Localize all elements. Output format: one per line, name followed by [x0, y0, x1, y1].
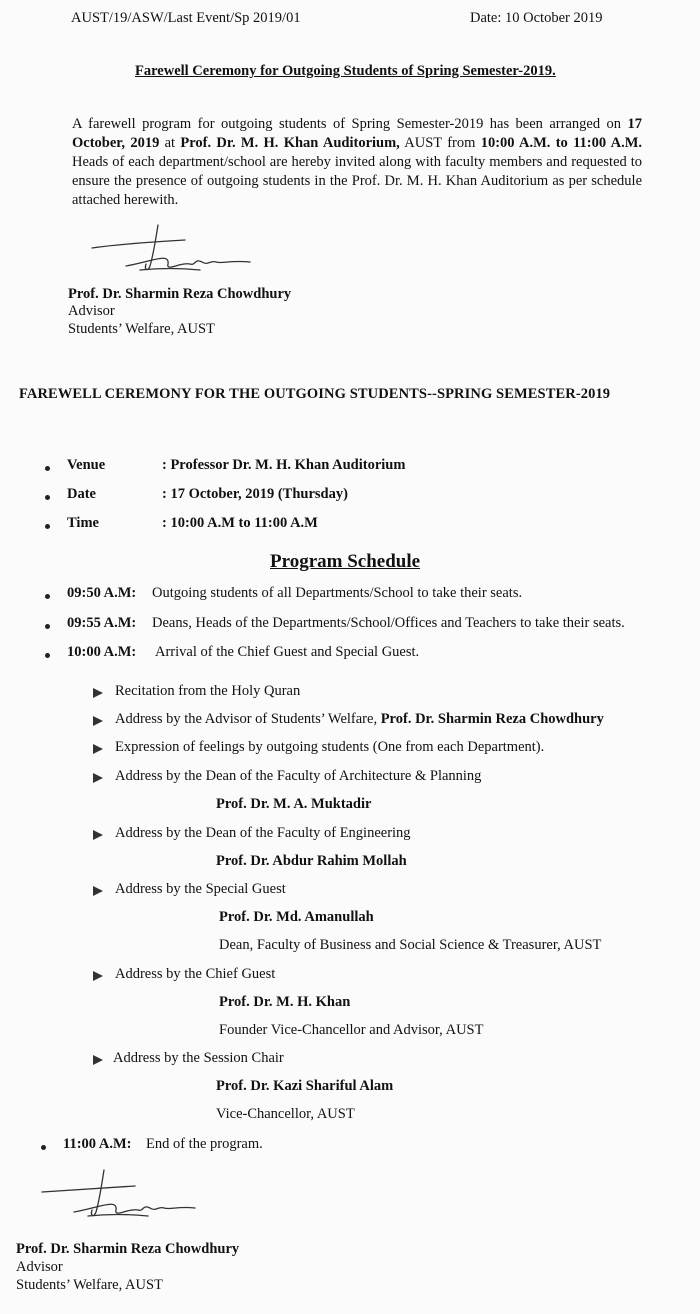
- speaker-role: Founder Vice-Chancellor and Advisor, AUST: [219, 1022, 484, 1038]
- arrow-bullet-icon: [93, 716, 103, 726]
- detail-value-date: : 17 October, 2019 (Thursday): [162, 486, 348, 502]
- bullet-icon: [45, 653, 50, 658]
- program-item: Expression of feelings by outgoing students (One from each Department).: [115, 739, 545, 755]
- detail-label-time: Time: [67, 515, 99, 531]
- arrow-bullet-icon: [93, 1055, 103, 1065]
- bullet-icon: [45, 495, 50, 500]
- detail-label-venue: Venue: [67, 457, 106, 473]
- speaker-name: Prof. Dr. M. H. Khan: [219, 994, 351, 1010]
- program-item: Recitation from the Holy Quran: [115, 683, 301, 699]
- signatory-name: Prof. Dr. Sharmin Reza Chowdhury: [16, 1241, 240, 1257]
- signatory-office: Students’ Welfare, AUST: [68, 321, 215, 337]
- bullet-icon: [41, 1145, 46, 1150]
- program-item: Address by the Session Chair: [113, 1050, 284, 1066]
- bullet-icon: [45, 594, 50, 599]
- arrow-bullet-icon: [93, 830, 103, 840]
- arrow-bullet-icon: [93, 744, 103, 754]
- arrow-bullet-icon: [93, 971, 103, 981]
- program-item: Address by the Chief Guest: [115, 966, 276, 982]
- reference-number: AUST/19/ASW/Last Event/Sp 2019/01: [71, 10, 301, 26]
- detail-value-time: : 10:00 A.M to 11:00 A.M: [162, 515, 318, 531]
- schedule-time: 09:50 A.M:: [67, 585, 137, 601]
- arrow-bullet-icon: [93, 688, 103, 698]
- schedule-time: 09:55 A.M:: [67, 615, 137, 631]
- notice-title: Farewell Ceremony for Outgoing Students of Spring Semester-2019.: [135, 63, 556, 79]
- speaker-name: Prof. Dr. Md. Amanullah: [219, 909, 374, 925]
- document-date: Date: 10 October 2019: [470, 10, 603, 26]
- signatory-office: Students’ Welfare, AUST: [16, 1277, 163, 1293]
- schedule-heading: Program Schedule: [270, 551, 421, 572]
- speaker-role: Vice-Chancellor, AUST: [216, 1106, 355, 1122]
- arrow-bullet-icon: [93, 773, 103, 783]
- signatory-role: Advisor: [16, 1259, 63, 1275]
- notice-paragraph: A farewell program for outgoing students of Spring Semester-2019 has been arranged on 17 October, 2019 at Prof. Dr. M. H. Khan Auditorium, AUST from 10:00 A.M. to 11:00 A.M. Heads of each department/school are hereby invited along with faculty members and requested to ensure the presence of outgoing students in the Prof. Dr. M. H. Khan Auditorium as per schedule attached herewith.: [72, 116, 643, 208]
- detail-value-venue: : Professor Dr. M. H. Khan Auditorium: [162, 457, 406, 473]
- ceremony-title: FAREWELL CEREMONY FOR THE OUTGOING STUDENTS--SPRING SEMESTER-2019: [19, 386, 611, 402]
- arrow-bullet-icon: [93, 886, 103, 896]
- program-item: Address by the Special Guest: [115, 881, 286, 897]
- program-item: Address by the Advisor of Students’ Welfare, Prof. Dr. Sharmin Reza Chowdhury: [115, 711, 604, 727]
- schedule-text: Outgoing students of all Departments/School to take their seats.: [152, 585, 523, 601]
- schedule-text: End of the program.: [146, 1136, 263, 1152]
- speaker-name: Prof. Dr. Abdur Rahim Mollah: [216, 853, 407, 869]
- schedule-text: Arrival of the Chief Guest and Special Guest.: [155, 644, 420, 660]
- program-item: Address by the Dean of the Faculty of Engineering: [115, 825, 411, 841]
- speaker-name: Prof. Dr. Kazi Shariful Alam: [216, 1078, 394, 1094]
- bullet-icon: [45, 524, 50, 529]
- signatory-name: Prof. Dr. Sharmin Reza Chowdhury: [68, 286, 292, 302]
- detail-label-date: Date: [67, 486, 96, 502]
- speaker-role: Dean, Faculty of Business and Social Science & Treasurer, AUST: [219, 937, 602, 953]
- schedule-time: 11:00 A.M:: [63, 1136, 132, 1152]
- signature-image: [40, 1168, 200, 1223]
- signature-image: [90, 222, 255, 277]
- signatory-role: Advisor: [68, 303, 115, 319]
- bullet-icon: [45, 624, 50, 629]
- bullet-icon: [45, 466, 50, 471]
- schedule-time: 10:00 A.M:: [67, 644, 137, 660]
- speaker-name: Prof. Dr. M. A. Muktadir: [216, 796, 372, 812]
- program-item: Address by the Dean of the Faculty of Architecture & Planning: [115, 768, 482, 784]
- schedule-text: Deans, Heads of the Departments/School/Offices and Teachers to take their seats.: [152, 615, 625, 631]
